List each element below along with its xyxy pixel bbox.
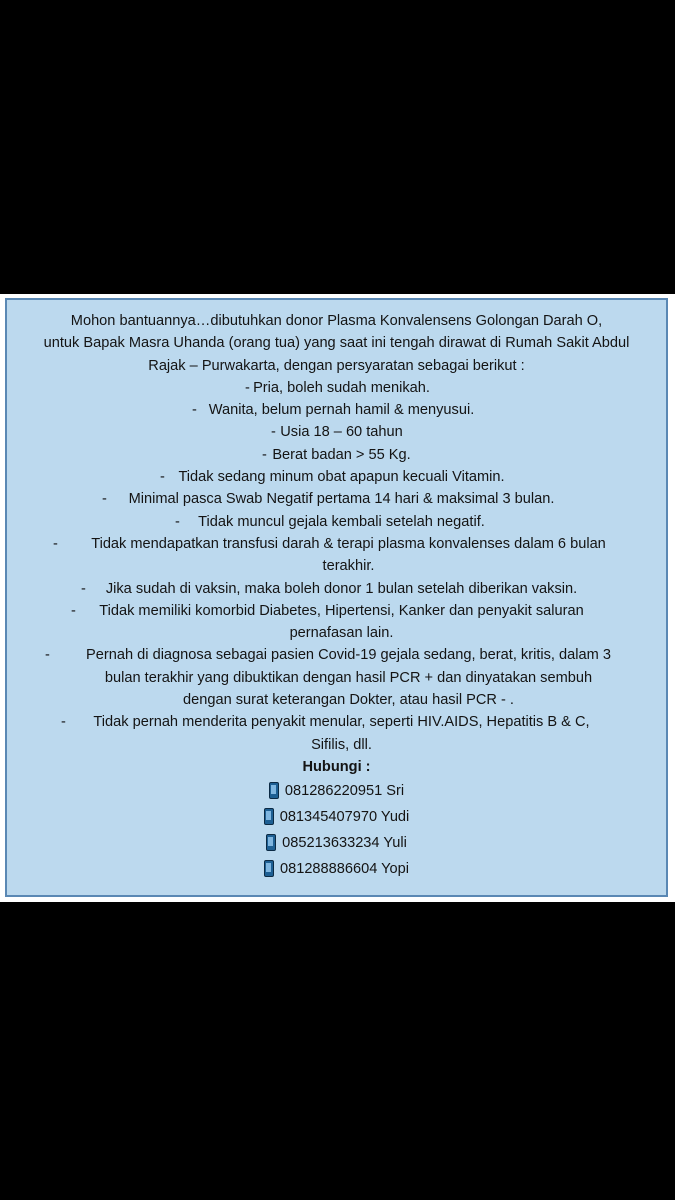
requirement-item [7, 444, 666, 466]
requirements-list [7, 377, 666, 756]
contact-item[interactable] [7, 804, 666, 830]
requirement-item [7, 533, 666, 578]
requirement-line: dengan surat keterangan Dokter, atau hasil PCR - . [183, 692, 514, 709]
requirement-item [7, 600, 666, 645]
list-dash: - [71, 602, 76, 619]
requirement-line: Wanita, belum pernah hamil & menyusui. [208, 402, 475, 419]
requirement-line: Jika sudah di vaksin, maka boleh donor 1 bulan setelah diberikan vaksin. [105, 580, 578, 597]
contact-number[interactable]: 081288886604 Yopi [279, 861, 410, 878]
donor-request-panel [5, 298, 668, 897]
requirement-line: pernafasan lain. [289, 625, 394, 642]
requirement-line: Berat badan > 55 Kg. [272, 446, 411, 463]
requirement-line: terakhir. [322, 558, 375, 575]
requirement-item [7, 644, 666, 711]
list-dash: - [45, 647, 50, 664]
requirement-line: Pernah di diagnosa sebagai pasien Covid-19 gejala sedang, berat, kritis, dalam 3 [86, 647, 611, 664]
requirement-line: Tidak memiliki komorbid Diabetes, Hipertensi, Kanker dan penyakit saluran [99, 602, 584, 619]
requirement-line: Minimal pasca Swab Negatif pertama 14 hari & maksimal 3 bulan. [128, 491, 555, 508]
list-dash: - [61, 714, 66, 731]
contact-number[interactable]: 081345407970 Yudi [279, 809, 410, 826]
requirement-line: Pria, boleh sudah menikah. [253, 379, 430, 396]
list-dash: - [81, 580, 86, 597]
requirement-line: bulan terakhir yang dibuktikan dengan hasil PCR + dan dinyatakan sembuh [104, 669, 593, 686]
requirement-line: Tidak sedang minum obat apapun kecuali Vitamin. [178, 469, 505, 486]
list-dash: - [192, 402, 197, 419]
requirement-item [7, 511, 666, 533]
requirement-item [7, 377, 666, 399]
requirement-line: Tidak mendapatkan transfusi darah & terapi plasma konvalenses dalam 6 bulan [91, 535, 606, 552]
list-dash: - [245, 379, 250, 396]
list-dash: - [262, 446, 267, 463]
contact-item[interactable] [7, 830, 666, 856]
contact-number[interactable]: 081286220951 Sri [284, 783, 405, 800]
requirement-line: Tidak muncul gejala kembali setelah negatif. [198, 513, 485, 530]
list-dash: - [53, 535, 58, 552]
list-dash: - [271, 424, 276, 441]
requirement-line: Sifilis, dll. [311, 736, 372, 753]
requirement-item [7, 399, 666, 421]
list-dash: - [160, 469, 165, 486]
mobile-phone-icon [269, 782, 279, 799]
intro-paragraph [15, 310, 658, 377]
mobile-phone-icon [266, 834, 276, 851]
contact-item[interactable] [7, 856, 666, 882]
requirement-item [7, 421, 666, 443]
requirement-item [7, 488, 666, 510]
mobile-phone-icon [264, 860, 274, 877]
contact-heading: Hubungi : [302, 758, 371, 775]
requirement-item [7, 711, 666, 756]
intro-line: Mohon bantuannya…dibutuhkan donor Plasma Konvalensens Golongan Darah O, [70, 313, 603, 329]
contact-item[interactable] [7, 778, 666, 804]
requirement-line: Tidak pernah menderita penyakit menular, seperti HIV.AIDS, Hepatitis B & C, [93, 714, 590, 731]
requirement-item [7, 466, 666, 488]
requirement-line: Usia 18 – 60 tahun [280, 424, 403, 441]
contact-number[interactable]: 085213633234 Yuli [282, 835, 407, 852]
list-dash: - [102, 491, 107, 508]
intro-line: untuk Bapak Masra Uhanda (orang tua) yang saat ini tengah dirawat di Rumah Sakit Abdul [43, 335, 630, 352]
contact-list [7, 778, 666, 882]
list-dash: - [175, 513, 180, 530]
mobile-phone-icon [264, 808, 274, 825]
requirement-item [7, 578, 666, 600]
intro-line: Rajak – Purwakarta, dengan persyaratan sebagai berikut : [148, 357, 525, 374]
